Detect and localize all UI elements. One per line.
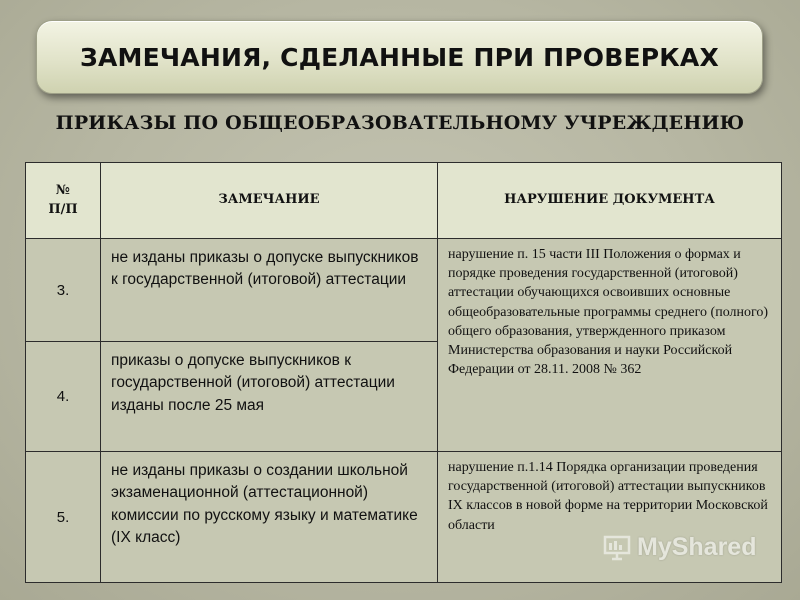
row-violation: нарушение п.1.14 Порядка организации проведения государственной (итоговой) аттестации выпускников IX классов в новой форме на территории Московской области bbox=[438, 452, 782, 583]
header-number bbox=[26, 163, 101, 239]
row-number: 3. bbox=[26, 239, 101, 342]
row-number: 4. bbox=[26, 342, 101, 452]
remarks-table bbox=[25, 162, 782, 583]
slide-subtitle: ПРИКАЗЫ ПО ОБЩЕОБРАЗОВАТЕЛЬНОМУ УЧРЕЖДЕНИЮ bbox=[55, 112, 745, 134]
table-row bbox=[26, 452, 782, 583]
row-remark: приказы о допуске выпускников к государственной (итоговой) аттестации изданы после 25 мая bbox=[101, 342, 438, 452]
table-header-row bbox=[26, 163, 782, 239]
row-remark: не изданы приказы о допуске выпускников к государственной (итоговой) аттестации bbox=[101, 239, 438, 342]
header-remark: ЗАМЕЧАНИЕ bbox=[101, 163, 438, 239]
watermark-text: MyShared bbox=[637, 532, 757, 561]
slide-title: ЗАМЕЧАНИЯ, СДЕЛАННЫЕ ПРИ ПРОВЕРКАХ bbox=[80, 42, 719, 72]
header-number-line2: П/П bbox=[48, 201, 78, 217]
remarks-table-container bbox=[25, 162, 781, 582]
row-remark: не изданы приказы о создании школьной экзаменационной (аттестационной) комиссии по русскому языку и математике (IX класс) bbox=[101, 452, 438, 583]
title-banner bbox=[36, 20, 763, 94]
header-number-line1: № bbox=[55, 182, 71, 198]
row-violation: нарушение п. 15 части III Положения о формах и порядке проведения государственной (итоговой) аттестации обучающихся освоивших основные общеобразовательные программы среднего (полного) общего образования, утвержденного приказом Министерства образования и науки Российской Федерации от 28.11. 2008 № 362 bbox=[438, 239, 782, 452]
header-document: НАРУШЕНИЕ ДОКУМЕНТА bbox=[438, 163, 782, 239]
table-row bbox=[26, 239, 782, 342]
row-number: 5. bbox=[26, 452, 101, 583]
